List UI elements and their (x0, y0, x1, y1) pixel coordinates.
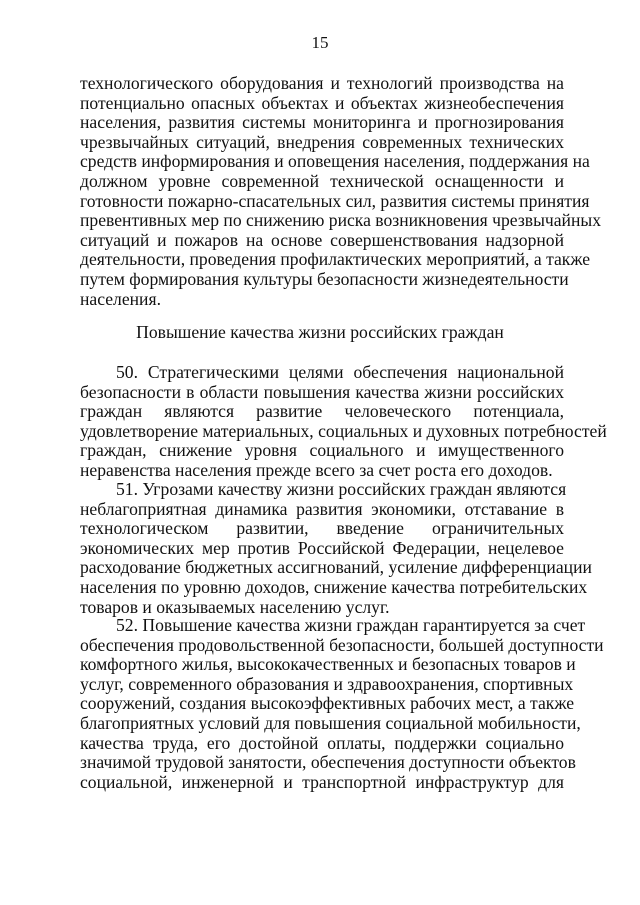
text-line: 51. Угрозами качеству жизни российских граждан являются (116, 479, 567, 499)
text-line: технологическом развитии, введение ограничительных (80, 518, 564, 539)
text-line: значимой трудовой занятости, обеспечения доступности объектов (80, 752, 576, 773)
text-line: удовлетворение материальных, социальных и духовных потребностей (80, 420, 607, 441)
text-line: граждан являются развитие человеческого потенциала, (80, 401, 564, 422)
text-line: 50. Стратегическими целями обеспечения национальной (116, 362, 564, 382)
page-number: 15 (311, 33, 329, 52)
text-line: граждан, снижение уровня социального и имущественного (80, 440, 564, 461)
intro-paragraph (80, 73, 602, 309)
text-line: населения по уровню доходов, снижение качества потребительских (80, 576, 588, 597)
text-line: путем формирования культуры безопасности жизнедеятельности (80, 268, 569, 289)
text-line: средств информирования и оповещения населения, поддержания на (80, 151, 590, 172)
section-heading: Повышение качества жизни российских граждан (136, 322, 504, 342)
text-line: расходование бюджетных ассигнований, усиление дифференциации (80, 557, 592, 578)
text-line: качества труда, его достойной оплаты, поддержки социально (80, 732, 564, 753)
text-line: социальной, инженерной и транспортной инфраструктур для (80, 771, 564, 792)
text-line: благоприятных условий для повышения социальной мобильности, (80, 712, 581, 733)
text-line: чрезвычайных ситуаций, внедрения современных технических (80, 131, 564, 152)
text-line: комфортного жилья, высококачественных и безопасных товаров и (80, 654, 576, 675)
text-line: готовности пожарно-спасательных сил, развития системы принятия (80, 190, 590, 211)
text-line: товаров и оказываемых населению услуг. (80, 596, 390, 617)
text-line: населения, развития системы мониторинга и прогнозирования (80, 112, 564, 133)
paragraph-50 (80, 362, 607, 481)
text-line: деятельности, проведения профилактических мероприятий, а также (80, 249, 591, 270)
text-line: потенциально опасных объектах и объектах жизнеобеспечения (80, 92, 564, 113)
text-line: неравенства населения прежде всего за счет роста его доходов. (80, 459, 553, 480)
paragraph-52 (80, 615, 604, 792)
text-line: безопасности в области повышения качества жизни российских (80, 381, 564, 402)
text-line: неблагоприятная динамика развития экономики, отставание в (80, 498, 564, 519)
text-line: населения. (80, 288, 161, 309)
text-line: должном уровне современной технической оснащенности и (80, 170, 564, 191)
text-line: сооружений, создания высокоэффективных рабочих мест, а также (80, 693, 575, 714)
text-line: обеспечения продовольственной безопасности, большей доступности (80, 634, 604, 655)
text-line: экономических мер против Российской Федерации, нецелевое (80, 537, 564, 558)
paragraph-51 (80, 479, 592, 617)
text-line: 52. Повышение качества жизни граждан гарантируется за счет (116, 615, 586, 635)
text-line: технологического оборудования и технологий производства на (80, 73, 564, 93)
text-line: превентивных мер по снижению риска возникновения чрезвычайных (80, 210, 602, 231)
text-line: услуг, современного образования и здравоохранения, спортивных (80, 673, 574, 694)
text-line: ситуаций и пожаров на основе совершенствования надзорной (80, 229, 564, 250)
